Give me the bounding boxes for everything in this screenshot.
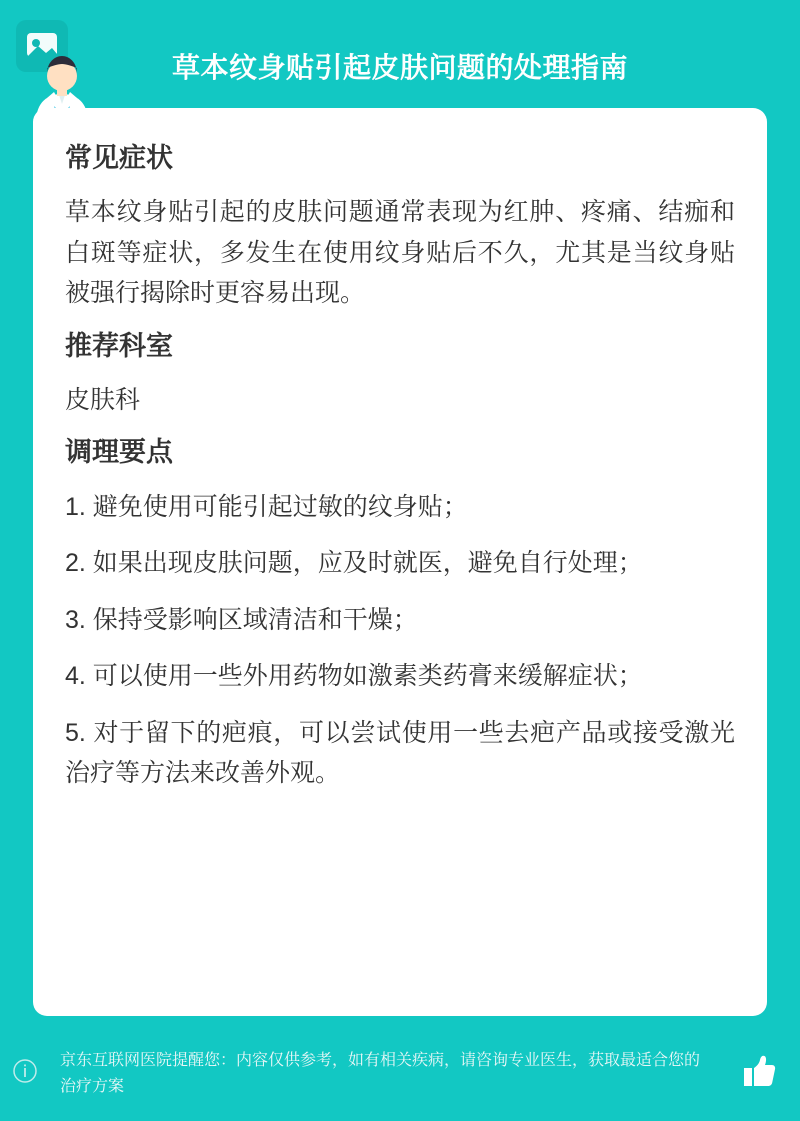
page-title: 草本纹身贴引起皮肤问题的处理指南 <box>171 52 628 83</box>
care-step-1: 1. 避免使用可能引起过敏的纹身贴； <box>65 492 468 521</box>
thumbs-up-icon[interactable] <box>740 1052 778 1090</box>
care-step-3: 3. 保持受影响区域清洁和干燥； <box>65 605 418 634</box>
section-heading-care-points: 调理要点 <box>65 437 173 468</box>
content-card <box>33 108 767 1016</box>
section-body-symptoms: 草本纹身贴引起的皮肤问题通常表现为红肿、疼痛、结痂和白斑等症状，多发生在使用纹身贴后不久，尤其是当纹身贴被强行揭除时更容易出现。 <box>65 198 735 308</box>
care-step-2: 2. 如果出现皮肤问题，应及时就医，避免自行处理； <box>65 549 643 578</box>
section-heading-symptoms: 常见症状 <box>65 143 173 173</box>
footer <box>0 1030 800 1112</box>
care-step-5: 5. 对于留下的疤痕，可以尝试使用一些去疤产品或接受激光治疗等方法来改善外观。 <box>65 718 735 788</box>
section-body-department: 皮肤科 <box>65 386 141 415</box>
info-circle-icon <box>12 1058 38 1084</box>
care-step-4: 4. 可以使用一些外用药物如激素类药膏来缓解症状； <box>65 662 643 691</box>
section-heading-department: 推荐科室 <box>65 330 173 361</box>
footer-disclaimer: 京东互联网医院提醒您：内容仅供参考，如有相关疾病，请咨询专业医生，获取最适合您的治疗方案 <box>60 1052 701 1096</box>
